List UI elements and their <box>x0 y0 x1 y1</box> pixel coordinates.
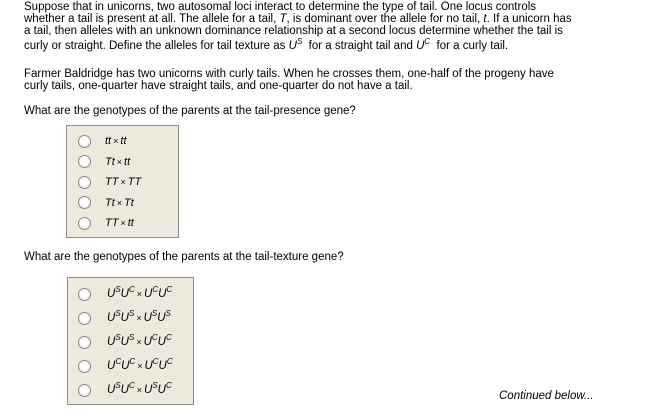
genotype: tt <box>124 155 131 168</box>
allele-sup: S <box>115 381 121 390</box>
text: . If a unicorn has <box>486 13 572 25</box>
answer-option[interactable] <box>68 354 193 378</box>
answer-option[interactable] <box>68 378 193 402</box>
allele-sup: S <box>115 333 121 342</box>
radio-button[interactable] <box>78 196 91 209</box>
allele-base: U <box>144 288 153 300</box>
allele-sup: C <box>424 37 431 46</box>
allele-base: U <box>157 336 166 348</box>
allele-base: U <box>107 336 116 348</box>
option-label <box>107 333 172 348</box>
radio-button[interactable] <box>78 384 91 397</box>
allele-base: U <box>121 360 130 372</box>
genotype: tt <box>120 135 127 148</box>
cross-symbol: × <box>136 313 142 323</box>
question-1-options <box>66 125 179 238</box>
allele-base: U <box>107 384 116 396</box>
answer-option[interactable] <box>67 131 178 152</box>
genotype: Tt <box>105 196 115 209</box>
option-label <box>105 176 141 188</box>
option-label <box>105 217 134 229</box>
answer-option[interactable] <box>67 213 178 234</box>
allele-sup: C <box>152 285 159 294</box>
allele-sup: S <box>165 309 171 318</box>
cross-symbol: × <box>136 289 143 299</box>
allele-base: U <box>120 312 129 324</box>
allele-base: U <box>158 360 167 372</box>
cross-symbol: × <box>113 136 119 147</box>
allele-sup: C <box>166 357 173 366</box>
allele-sup: S <box>296 37 303 46</box>
allele-sup: C <box>166 285 173 294</box>
allele-base: U <box>288 40 297 52</box>
text: curly or straight. Define the alleles for tail texture as <box>24 40 289 52</box>
option-label <box>107 309 171 324</box>
genotype: TT <box>105 176 119 189</box>
allele-sup: S <box>128 333 135 342</box>
allele-base: U <box>157 312 166 324</box>
radio-button[interactable] <box>78 288 91 301</box>
question-2-options <box>67 277 194 405</box>
text: whether a tail is present at all. The allele for a tail, <box>24 13 280 25</box>
allele-t: t <box>483 13 487 25</box>
text: for a curly tail. <box>430 40 509 52</box>
intro-line: a tail, then alleles with an unknown dominance relationship at a second locus determine whether the tail is <box>24 25 563 37</box>
radio-button[interactable] <box>78 336 91 349</box>
allele-sup: C <box>115 357 122 366</box>
allele-base: U <box>143 336 152 348</box>
cross-symbol: × <box>136 385 143 395</box>
option-label <box>105 156 130 168</box>
allele-base: U <box>120 384 129 396</box>
cross-symbol: × <box>120 177 126 188</box>
cross-symbol: × <box>116 156 123 167</box>
cross-symbol: × <box>120 218 126 229</box>
allele-sup: S <box>115 309 121 318</box>
intro-line <box>24 13 644 25</box>
radio-button[interactable] <box>78 135 91 148</box>
text: , is dominant over the allele for no tail, <box>286 13 484 25</box>
genotype: TT <box>127 176 142 189</box>
question-2-text: What are the genotypes of the parents at the tail-texture gene? <box>24 251 344 263</box>
allele-base: U <box>158 288 167 300</box>
allele-sup: C <box>128 285 135 294</box>
genotype: tt <box>105 135 112 148</box>
allele-sup: S <box>128 309 135 318</box>
allele-sup: C <box>165 333 172 342</box>
allele-sup: C <box>128 381 135 390</box>
allele-base: U <box>107 312 116 324</box>
scenario-line: curly tails, one-quarter have straight tails, and one-quarter do not have a tail. <box>24 80 413 92</box>
allele-sup: C <box>151 333 158 342</box>
cross-symbol: × <box>136 337 142 347</box>
allele-base: U <box>107 360 116 372</box>
radio-button[interactable] <box>78 312 91 325</box>
allele-base: U <box>143 312 152 324</box>
option-label <box>105 135 127 147</box>
allele-base: U <box>157 384 166 396</box>
intro-line <box>24 37 644 52</box>
intro-paragraph <box>24 1 644 52</box>
answer-option[interactable] <box>67 172 178 193</box>
scenario-paragraph <box>24 68 644 92</box>
allele-sup: C <box>152 357 159 366</box>
allele-base: U <box>107 288 116 300</box>
answer-option[interactable] <box>67 152 178 173</box>
intro-line: Suppose that in unicorns, two autosomal loci interact to determine the type of tail. One locus controls <box>24 1 537 13</box>
allele-base: U <box>144 360 153 372</box>
scenario-line: Farmer Baldridge has two unicorns with curly tails. When he crosses them, one-half of the progeny have <box>24 68 554 80</box>
option-label <box>105 197 134 209</box>
allele-sup: S <box>152 381 158 390</box>
allele-T: T <box>279 13 287 25</box>
continued-below-label: Continued below... <box>499 390 594 402</box>
genotype: Tt <box>124 196 134 209</box>
question-1-text: What are the genotypes of the parents at the tail-presence gene? <box>24 105 356 117</box>
genotype: TT <box>105 217 119 230</box>
answer-option[interactable] <box>68 306 193 330</box>
allele-base: U <box>120 336 129 348</box>
allele-base: U <box>416 40 425 52</box>
radio-button[interactable] <box>78 176 91 189</box>
genotype: tt <box>127 217 134 230</box>
radio-button[interactable] <box>78 217 91 230</box>
radio-button[interactable] <box>78 360 91 373</box>
genotype: Tt <box>105 155 115 168</box>
allele-sup: C <box>129 357 136 366</box>
option-label <box>107 357 173 372</box>
allele-sup: S <box>151 309 158 318</box>
option-label <box>107 285 173 300</box>
answer-option[interactable] <box>68 282 193 306</box>
answer-option[interactable] <box>68 330 193 354</box>
allele-base: U <box>144 384 153 396</box>
allele-base: U <box>120 288 129 300</box>
allele-sup: C <box>165 381 172 390</box>
text: for a straight tail and <box>302 40 417 52</box>
option-label <box>107 381 172 396</box>
answer-option[interactable] <box>67 193 178 214</box>
cross-symbol: × <box>116 197 123 208</box>
allele-sup: S <box>115 285 121 294</box>
cross-symbol: × <box>137 361 143 371</box>
radio-button[interactable] <box>78 155 91 168</box>
